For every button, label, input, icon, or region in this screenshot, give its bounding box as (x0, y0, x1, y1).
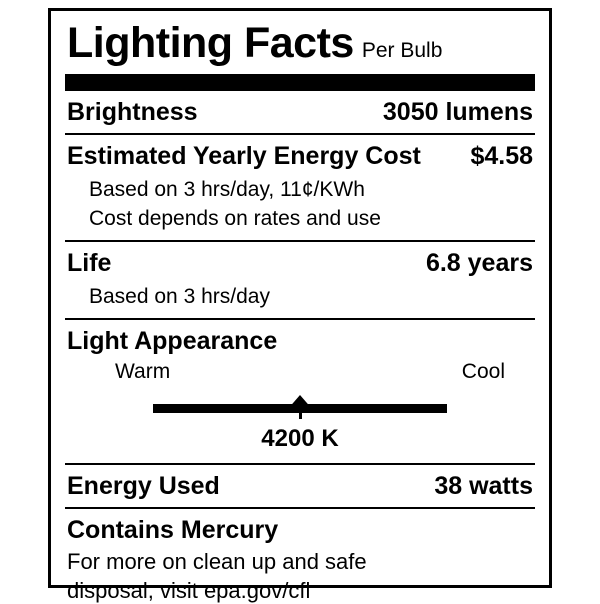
energy-cost-label: Estimated Yearly Energy Cost (67, 142, 421, 171)
label-title (65, 11, 535, 66)
brightness-value: 3050 lumens (382, 98, 533, 127)
life-note: Based on 3 hrs/day (89, 285, 270, 309)
brightness-row (65, 91, 535, 133)
life-label: Life (67, 249, 112, 278)
energy-used-value: 38 watts (434, 472, 533, 501)
title-divider-bar (65, 74, 535, 91)
energy-cost-row (65, 135, 535, 177)
scale-label-warm: Warm (115, 360, 171, 384)
life-row (65, 242, 535, 284)
mercury-heading: Contains Mercury (67, 516, 279, 545)
light-appearance-scale (65, 390, 535, 424)
light-appearance-scale-labels (65, 358, 535, 384)
life-value: 6.8 years (425, 249, 533, 278)
mercury-line-2: disposal, visit epa.gov/cfl (67, 577, 311, 603)
title-subtext: Per Bulb (361, 39, 443, 62)
energy-used-label: Energy Used (67, 472, 220, 501)
lighting-facts-label (48, 8, 552, 603)
light-appearance-label: Light Appearance (67, 327, 278, 356)
scale-label-cool: Cool (461, 360, 505, 384)
scale-marker-triangle-icon (287, 395, 313, 410)
mercury-line-1: For more on clean up and safe (67, 549, 367, 575)
energy-cost-value: $4.58 (470, 142, 533, 171)
energy-cost-note-basis: Based on 3 hrs/day, 11¢/KWh (89, 178, 365, 202)
kelvin-value: 4200 K (261, 425, 339, 453)
energy-cost-note-rates: Cost depends on rates and use (89, 207, 381, 231)
energy-used-row (65, 465, 535, 507)
brightness-label: Brightness (67, 98, 198, 127)
title-text: Lighting Facts (67, 19, 354, 67)
